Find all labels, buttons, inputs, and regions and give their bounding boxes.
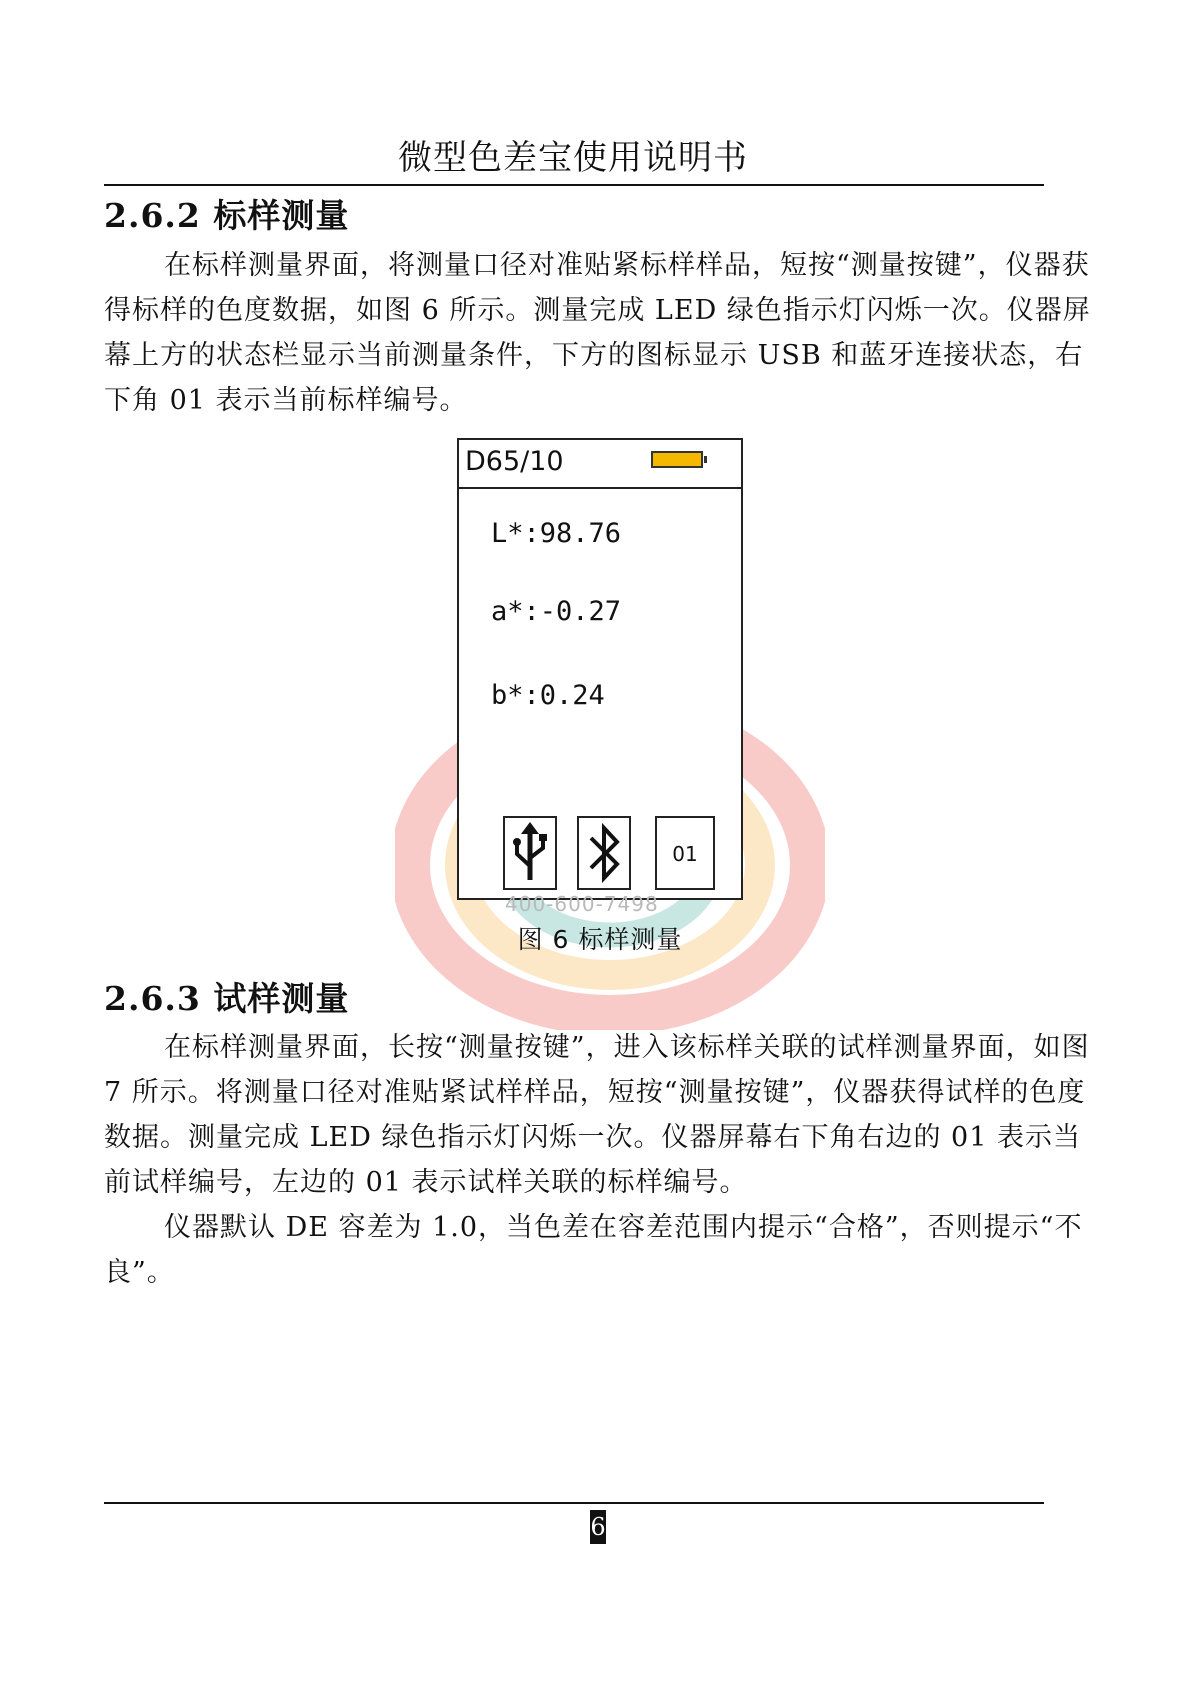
device-screen	[457, 438, 743, 900]
illuminant-label: D65/10	[465, 446, 564, 477]
b-star-reading: b*:0.24	[491, 680, 605, 711]
watermark-phone: 400-600-7498	[505, 892, 659, 916]
paragraph-tolerance: 仪器默认 DE 容差为 1.0，当色差在容差范围内提示“合格”，否则提示“不良”。	[104, 1212, 1083, 1288]
status-bar	[459, 440, 741, 489]
sample-number-box	[655, 816, 715, 890]
document-title: 微型色差宝使用说明书	[398, 138, 748, 178]
section-heading-2-6-2: 2.6.2 标样测量	[104, 196, 350, 235]
section-heading-2-6-3: 2.6.3 试样测量	[104, 979, 350, 1018]
l-star-reading: L*:98.76	[491, 518, 622, 549]
paragraph-sample-measurement: 在标样测量界面，长按“测量按键”，进入该标样关联的试样测量界面，如图 7 所示。将测量口径对准贴紧试样样品，短按“测量按键”，仪器获得试样的色度数据。测量完成 LED 绿色指示灯闪烁一次。仪器屏幕右下角右边的 01 表示当前试样编号，左边的 01 表示试样关联的标样编号。	[104, 1032, 1090, 1198]
battery-icon	[651, 451, 703, 468]
paragraph-standard-measurement: 在标样测量界面，将测量口径对准贴紧标样样品，短按“测量按键”，仪器获得标样的色度数据，如图 6 所示。测量完成 LED 绿色指示灯闪烁一次。仪器屏幕上方的状态栏显示当前测量条件，下方的图标显示 USB 和蓝牙连接状态，右下角 01 表示当前标样编号。	[104, 250, 1091, 416]
a-star-reading: a*:-0.27	[491, 596, 622, 627]
figure-caption: 图 6 标样测量	[517, 925, 683, 954]
footer-rule	[104, 1502, 1044, 1504]
bluetooth-icon	[577, 816, 631, 890]
sample-number: 01	[672, 842, 698, 866]
page-number: 6	[590, 1510, 606, 1544]
header-rule	[104, 184, 1044, 186]
usb-icon	[503, 816, 557, 890]
